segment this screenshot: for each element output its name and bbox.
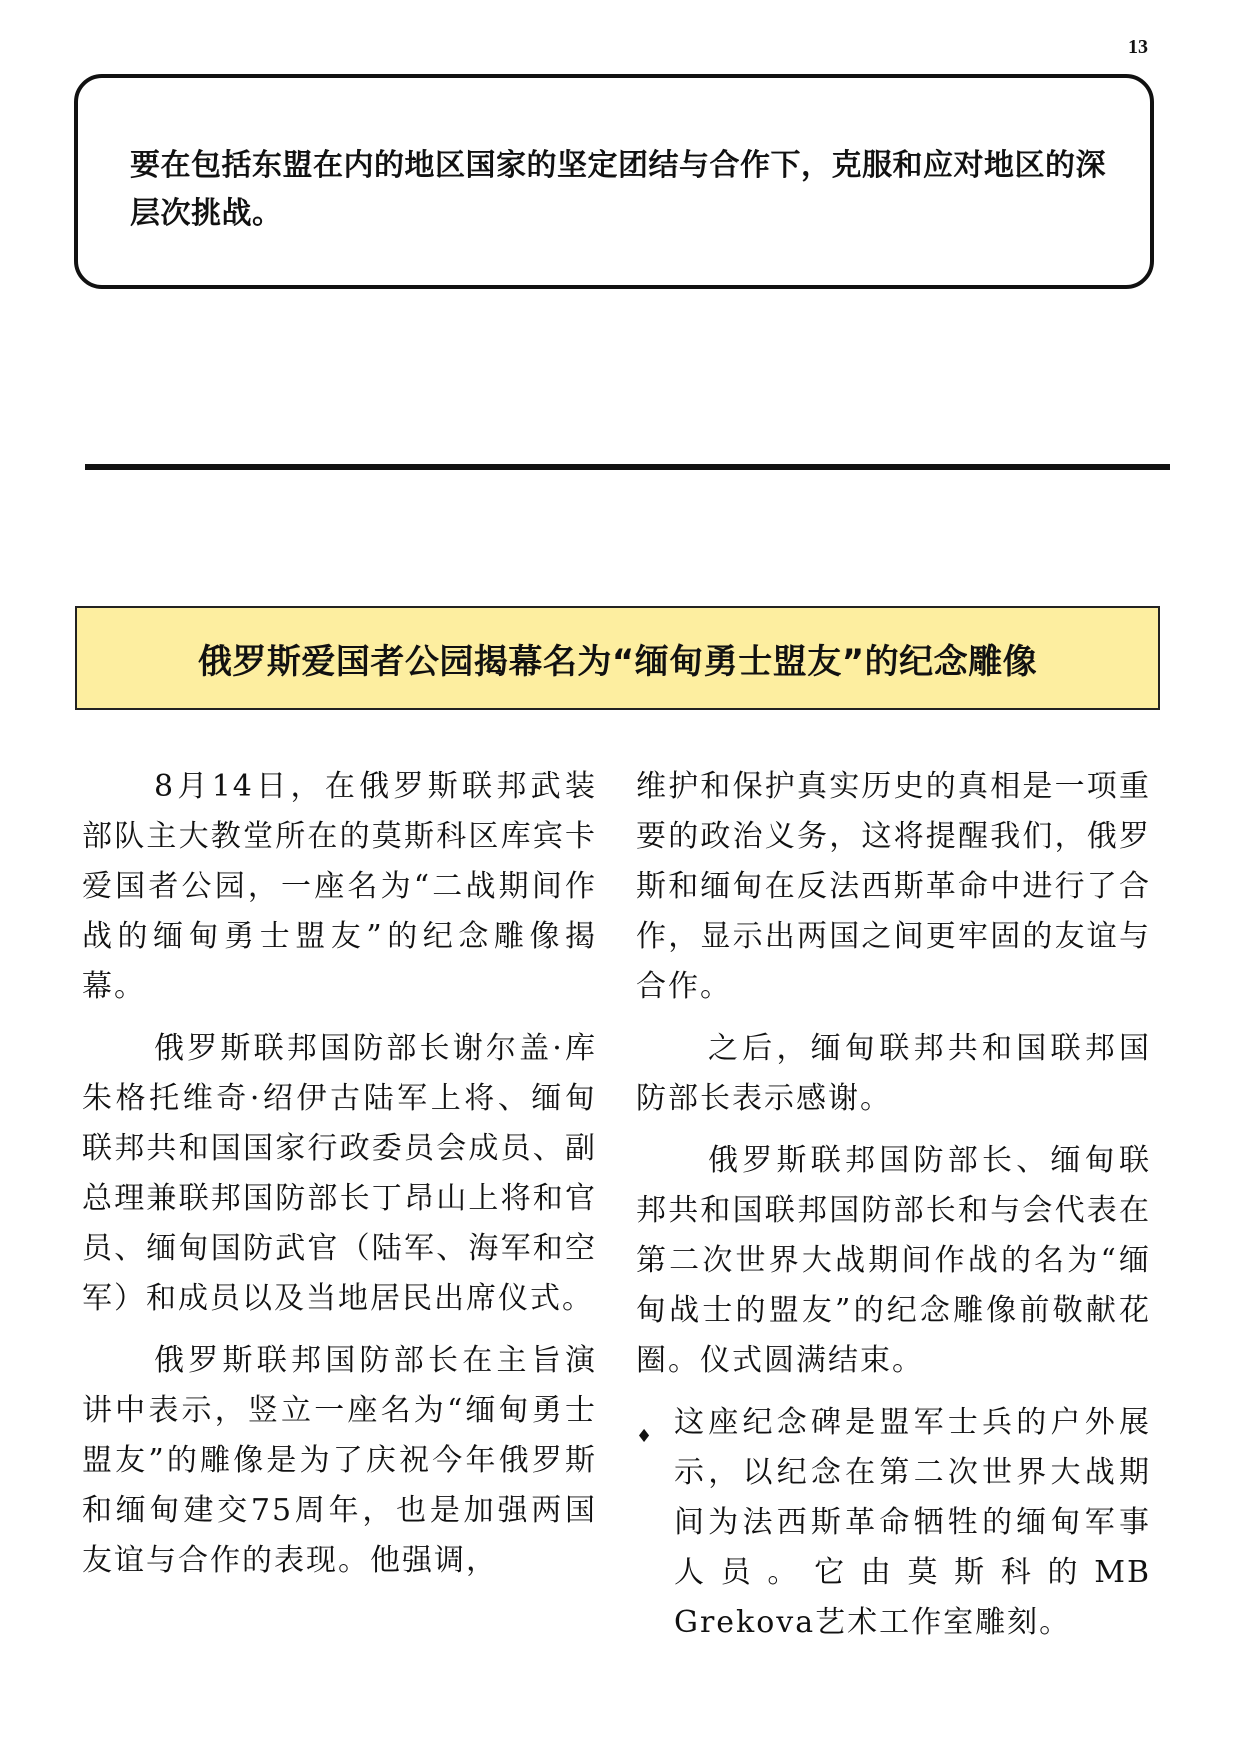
paragraph: 俄罗斯联邦国防部长谢尔盖·库朱格托维奇·绍伊古陆军上将、缅甸联邦共和国国家行政委员会成员、副总理兼联邦国防部长丁昂山上将和官员、缅甸国防武官（陆军、海军和空军）和成员以及当地居民出席仪式。	[82, 1031, 597, 1316]
diamond-bullet-icon: ♦	[636, 1426, 655, 1447]
paragraph: 俄罗斯联邦国防部长、缅甸联邦共和国联邦国防部长和与会代表在第二次世界大战期间作战的名为“缅甸战士的盟友”的纪念雕像前敬献花圈。仪式圆满结束。	[636, 1143, 1151, 1378]
bullet-item	[636, 1398, 1151, 1648]
callout-text: 要在包括东盟在内的地区国家的坚定团结与合作下，克服和应对地区的深层次挑战。	[130, 148, 1106, 231]
paragraph: 维护和保护真实历史的真相是一项重要的政治义务，这将提醒我们，俄罗斯和缅甸在反法西斯革命中进行了合作，显示出两国之间更牢固的友谊与合作。	[636, 769, 1151, 1004]
article-left-column	[82, 762, 597, 1598]
callout-box	[74, 74, 1154, 289]
page-number: 13	[1128, 36, 1148, 58]
paragraph: 俄罗斯联邦国防部长在主旨演讲中表示，竖立一座名为“缅甸勇士盟友”的雕像是为了庆祝今年俄罗斯和缅甸建交75周年，也是加强两国友谊与合作的表现。他强调，	[82, 1343, 597, 1578]
bullet-text: 这座纪念碑是盟军士兵的户外展示，以纪念在第二次世界大战期间为法西斯革命牺牲的缅甸军事人员。它由莫斯科的MB Grekova艺术工作室雕刻。	[674, 1405, 1151, 1640]
paragraph: 8月14日，在俄罗斯联邦武装部队主大教堂所在的莫斯科区库宾卡爱国者公园，一座名为“二战期间作战的缅甸勇士盟友”的纪念雕像揭幕。	[82, 769, 597, 1004]
article-headline: 俄罗斯爱国者公园揭幕名为“缅甸勇士盟友”的纪念雕像	[197, 641, 1038, 682]
article-right-column	[636, 762, 1151, 1648]
section-divider	[85, 464, 1170, 470]
article-headline-banner	[75, 606, 1160, 710]
paragraph: 之后，缅甸联邦共和国联邦国防部长表示感谢。	[636, 1031, 1151, 1116]
